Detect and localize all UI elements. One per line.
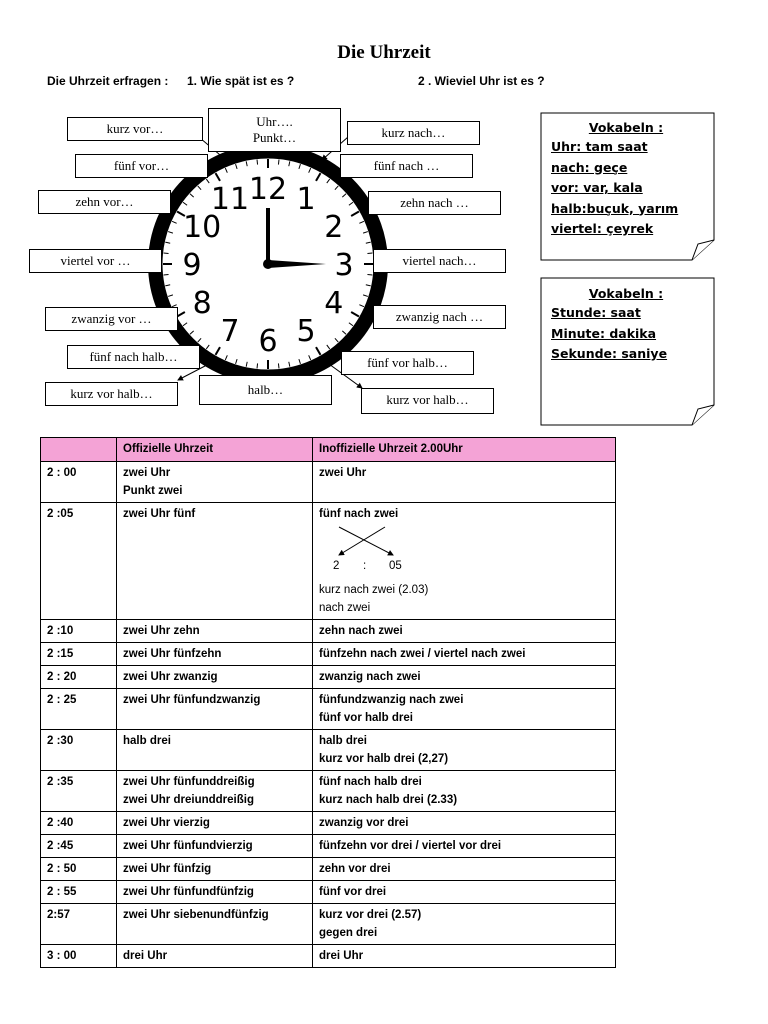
unofficial-line: halb drei xyxy=(319,735,367,747)
table-row xyxy=(41,689,616,730)
unofficial-line: kurz vor drei (2.57) xyxy=(319,909,422,921)
unofficial-line: fünf vor drei xyxy=(319,886,387,898)
cell-official xyxy=(117,666,313,689)
diagram-colon: : xyxy=(363,560,367,572)
official-line: Punkt zwei xyxy=(123,485,183,497)
clock-numeral: 10 xyxy=(183,210,222,245)
cell-unofficial xyxy=(313,835,616,858)
time-table xyxy=(40,437,616,968)
table-row xyxy=(41,904,616,945)
cell-official xyxy=(117,689,313,730)
cell-official xyxy=(117,730,313,771)
cell-unofficial xyxy=(313,812,616,835)
clock-numeral: 4 xyxy=(324,286,344,321)
cell-unofficial xyxy=(313,858,616,881)
unofficial-line: drei Uhr xyxy=(319,950,364,962)
official-line: zwei Uhr fünfunddreißig xyxy=(123,776,255,788)
cell-time: 3 : 00 xyxy=(41,945,117,968)
vocab-2-line: Sekunde: saniye xyxy=(551,346,668,361)
cell-unofficial xyxy=(313,462,616,503)
official-line: zwei Uhr siebenundfünfzig xyxy=(123,909,269,921)
clock-numeral: 7 xyxy=(220,313,240,349)
cell-unofficial xyxy=(313,771,616,812)
cell-time: 2 :45 xyxy=(41,835,117,858)
cell-unofficial xyxy=(313,881,616,904)
cell-time: 2 : 55 xyxy=(41,881,117,904)
unofficial-line: fünfundzwanzig nach zwei xyxy=(319,694,464,706)
cell-time: 2 :05 xyxy=(41,503,117,620)
cell-time: 2 : 00 xyxy=(41,462,117,503)
table-row xyxy=(41,858,616,881)
vocab-2-title: Vokabeln : xyxy=(588,286,664,301)
clock-numeral: 1 xyxy=(296,182,316,218)
cell-unofficial xyxy=(313,620,616,643)
unofficial-line: zehn vor drei xyxy=(319,863,391,875)
label-halb: halb… xyxy=(199,375,332,405)
cell-time: 2 :35 xyxy=(41,771,117,812)
clock-tick xyxy=(257,160,258,165)
header-time xyxy=(41,438,117,462)
unofficial-line: zwei Uhr xyxy=(319,467,367,479)
question-lead: Die Uhrzeit erfragen : xyxy=(47,74,169,88)
clock-tick xyxy=(257,363,258,368)
cell-official xyxy=(117,620,313,643)
page-title: Die Uhrzeit xyxy=(337,42,431,63)
clock-tick xyxy=(367,253,372,254)
clock-numeral: 8 xyxy=(192,286,212,321)
table-row xyxy=(41,620,616,643)
cell-time: 2 :30 xyxy=(41,730,117,771)
table-row xyxy=(41,730,616,771)
vocab-1-line: viertel: çeyrek xyxy=(551,221,654,236)
unofficial-line: kurz nach halb drei (2.33) xyxy=(319,794,458,806)
table-row xyxy=(41,835,616,858)
cell-official xyxy=(117,858,313,881)
table-row xyxy=(41,945,616,968)
clock-numeral: 12 xyxy=(248,172,288,207)
clock-numeral: 3 xyxy=(334,248,354,283)
vocab-note-2 xyxy=(551,286,701,365)
official-line: zwei Uhr dreiunddreißig xyxy=(123,794,254,806)
cell-time: 2 :40 xyxy=(41,812,117,835)
official-line: zwei Uhr fünf xyxy=(123,508,196,520)
clock-tick xyxy=(164,253,169,254)
label-fuenf-vor-halb: fünf vor halb… xyxy=(341,351,474,375)
clock-numeral: 9 xyxy=(182,248,202,283)
official-line: zwei Uhr xyxy=(123,467,171,479)
cell-time: 2 : 20 xyxy=(41,666,117,689)
table-row xyxy=(41,771,616,812)
unofficial-line: zwanzig vor drei xyxy=(319,817,409,829)
official-line: zwei Uhr zwanzig xyxy=(123,671,218,683)
label-kurz-vor: kurz vor… xyxy=(67,117,203,141)
clock-tick xyxy=(278,160,279,165)
cell-time: 2 :15 xyxy=(41,643,117,666)
header-unofficial: Inoffizielle Uhrzeit 2.00Uhr xyxy=(313,438,616,462)
official-line: zwei Uhr vierzig xyxy=(123,817,210,829)
official-line: zwei Uhr zehn xyxy=(123,625,200,637)
cell-unofficial xyxy=(313,666,616,689)
unofficial-line: gegen drei xyxy=(319,927,378,939)
label-fuenf-vor: fünf vor… xyxy=(75,154,208,178)
cross-arrow-diagram xyxy=(319,523,609,581)
table-row xyxy=(41,462,616,503)
vocab-2-line: Minute: dakika xyxy=(551,325,657,341)
clock-tick xyxy=(164,274,169,275)
table-row xyxy=(41,643,616,666)
cell-official xyxy=(117,643,313,666)
label-zehn-nach: zehn nach … xyxy=(368,191,501,215)
unofficial-line: fünf nach halb drei xyxy=(319,776,422,788)
label-zehn-vor: zehn vor… xyxy=(38,190,171,214)
unofficial-line: kurz vor halb drei (2,27) xyxy=(319,753,449,765)
question-2: 2 . Wieviel Uhr ist es ? xyxy=(418,74,545,88)
official-line: zwei Uhr fünfzig xyxy=(123,863,212,875)
label-kurz-vor-halb-right: kurz vor halb… xyxy=(361,388,494,414)
cell-official xyxy=(117,904,313,945)
vocab-1-line: Uhr: tam saat xyxy=(551,139,648,154)
label-fuenf-nach-halb: fünf nach halb… xyxy=(67,345,200,369)
label-zwanzig-vor: zwanzig vor … xyxy=(45,307,178,331)
clock-tick xyxy=(367,274,372,275)
diagram-hour: 2 xyxy=(333,560,340,572)
unofficial-line: fünfzehn nach zwei / viertel nach zwei xyxy=(319,648,526,660)
vocab-1-line: halb:buçuk, yarım xyxy=(551,200,679,216)
cell-unofficial xyxy=(313,945,616,968)
unofficial-line: nach zwei xyxy=(319,602,371,614)
cell-unofficial xyxy=(313,503,616,620)
cell-official xyxy=(117,881,313,904)
official-line: halb drei xyxy=(123,735,171,747)
vocab-1-line: vor: var, kala xyxy=(551,180,643,195)
unofficial-line: fünf nach zwei xyxy=(319,508,399,520)
clock-numeral: 2 xyxy=(324,210,344,245)
cell-unofficial xyxy=(313,643,616,666)
table-header-row xyxy=(41,438,616,462)
clock-numeral: 5 xyxy=(296,313,316,349)
cell-unofficial xyxy=(313,689,616,730)
unofficial-line: fünfzehn vor drei / viertel vor drei xyxy=(319,840,502,852)
cell-time: 2 : 50 xyxy=(41,858,117,881)
unofficial-line: zwanzig nach zwei xyxy=(319,671,421,683)
cell-official xyxy=(117,771,313,812)
cell-time: 2 : 25 xyxy=(41,689,117,730)
unofficial-line: kurz nach zwei (2.03) xyxy=(319,584,429,596)
cell-official xyxy=(117,945,313,968)
cell-unofficial xyxy=(313,730,616,771)
official-line: drei Uhr xyxy=(123,950,168,962)
table-row xyxy=(41,503,616,620)
label-viertel-vor: viertel vor … xyxy=(29,249,162,273)
official-line: zwei Uhr fünfzehn xyxy=(123,648,222,660)
clock-numeral: 11 xyxy=(210,182,250,218)
unofficial-line: zehn nach zwei xyxy=(319,625,403,637)
vocab-note-1 xyxy=(551,120,701,240)
cell-unofficial xyxy=(313,904,616,945)
cell-time: 2 :10 xyxy=(41,620,117,643)
header-official: Offizielle Uhrzeit xyxy=(117,438,313,462)
label-uhr-punkt: Uhr…. Punkt… xyxy=(208,108,341,152)
cell-official xyxy=(117,835,313,858)
question-1: 1. Wie spät ist es ? xyxy=(187,74,295,88)
vocab-2-line: Stunde: saat xyxy=(551,305,641,320)
label-viertel-nach: viertel nach… xyxy=(373,249,506,273)
clock-numeral: 6 xyxy=(258,324,278,359)
label-zwanzig-nach: zwanzig nach … xyxy=(373,305,506,329)
diagram-minute: 05 xyxy=(389,560,402,572)
label-fuenf-nach: fünf nach … xyxy=(340,154,473,178)
vocab-1-line: nach: geçe xyxy=(551,159,628,175)
cell-official xyxy=(117,503,313,620)
table-row xyxy=(41,881,616,904)
label-kurz-vor-halb-left: kurz vor halb… xyxy=(45,382,178,406)
cell-official xyxy=(117,462,313,503)
official-line: zwei Uhr fünfundzwanzig xyxy=(123,694,261,706)
clock-center xyxy=(263,259,273,269)
unofficial-line: fünf vor halb drei xyxy=(319,712,413,724)
vocab-1-title: Vokabeln : xyxy=(588,120,664,135)
clock-tick xyxy=(278,363,279,368)
table-row xyxy=(41,666,616,689)
table-row xyxy=(41,812,616,835)
official-line: zwei Uhr fünfundfünfzig xyxy=(123,886,254,898)
label-kurz-nach: kurz nach… xyxy=(347,121,480,145)
official-line: zwei Uhr fünfundvierzig xyxy=(123,840,253,852)
cell-time: 2:57 xyxy=(41,904,117,945)
cell-official xyxy=(117,812,313,835)
